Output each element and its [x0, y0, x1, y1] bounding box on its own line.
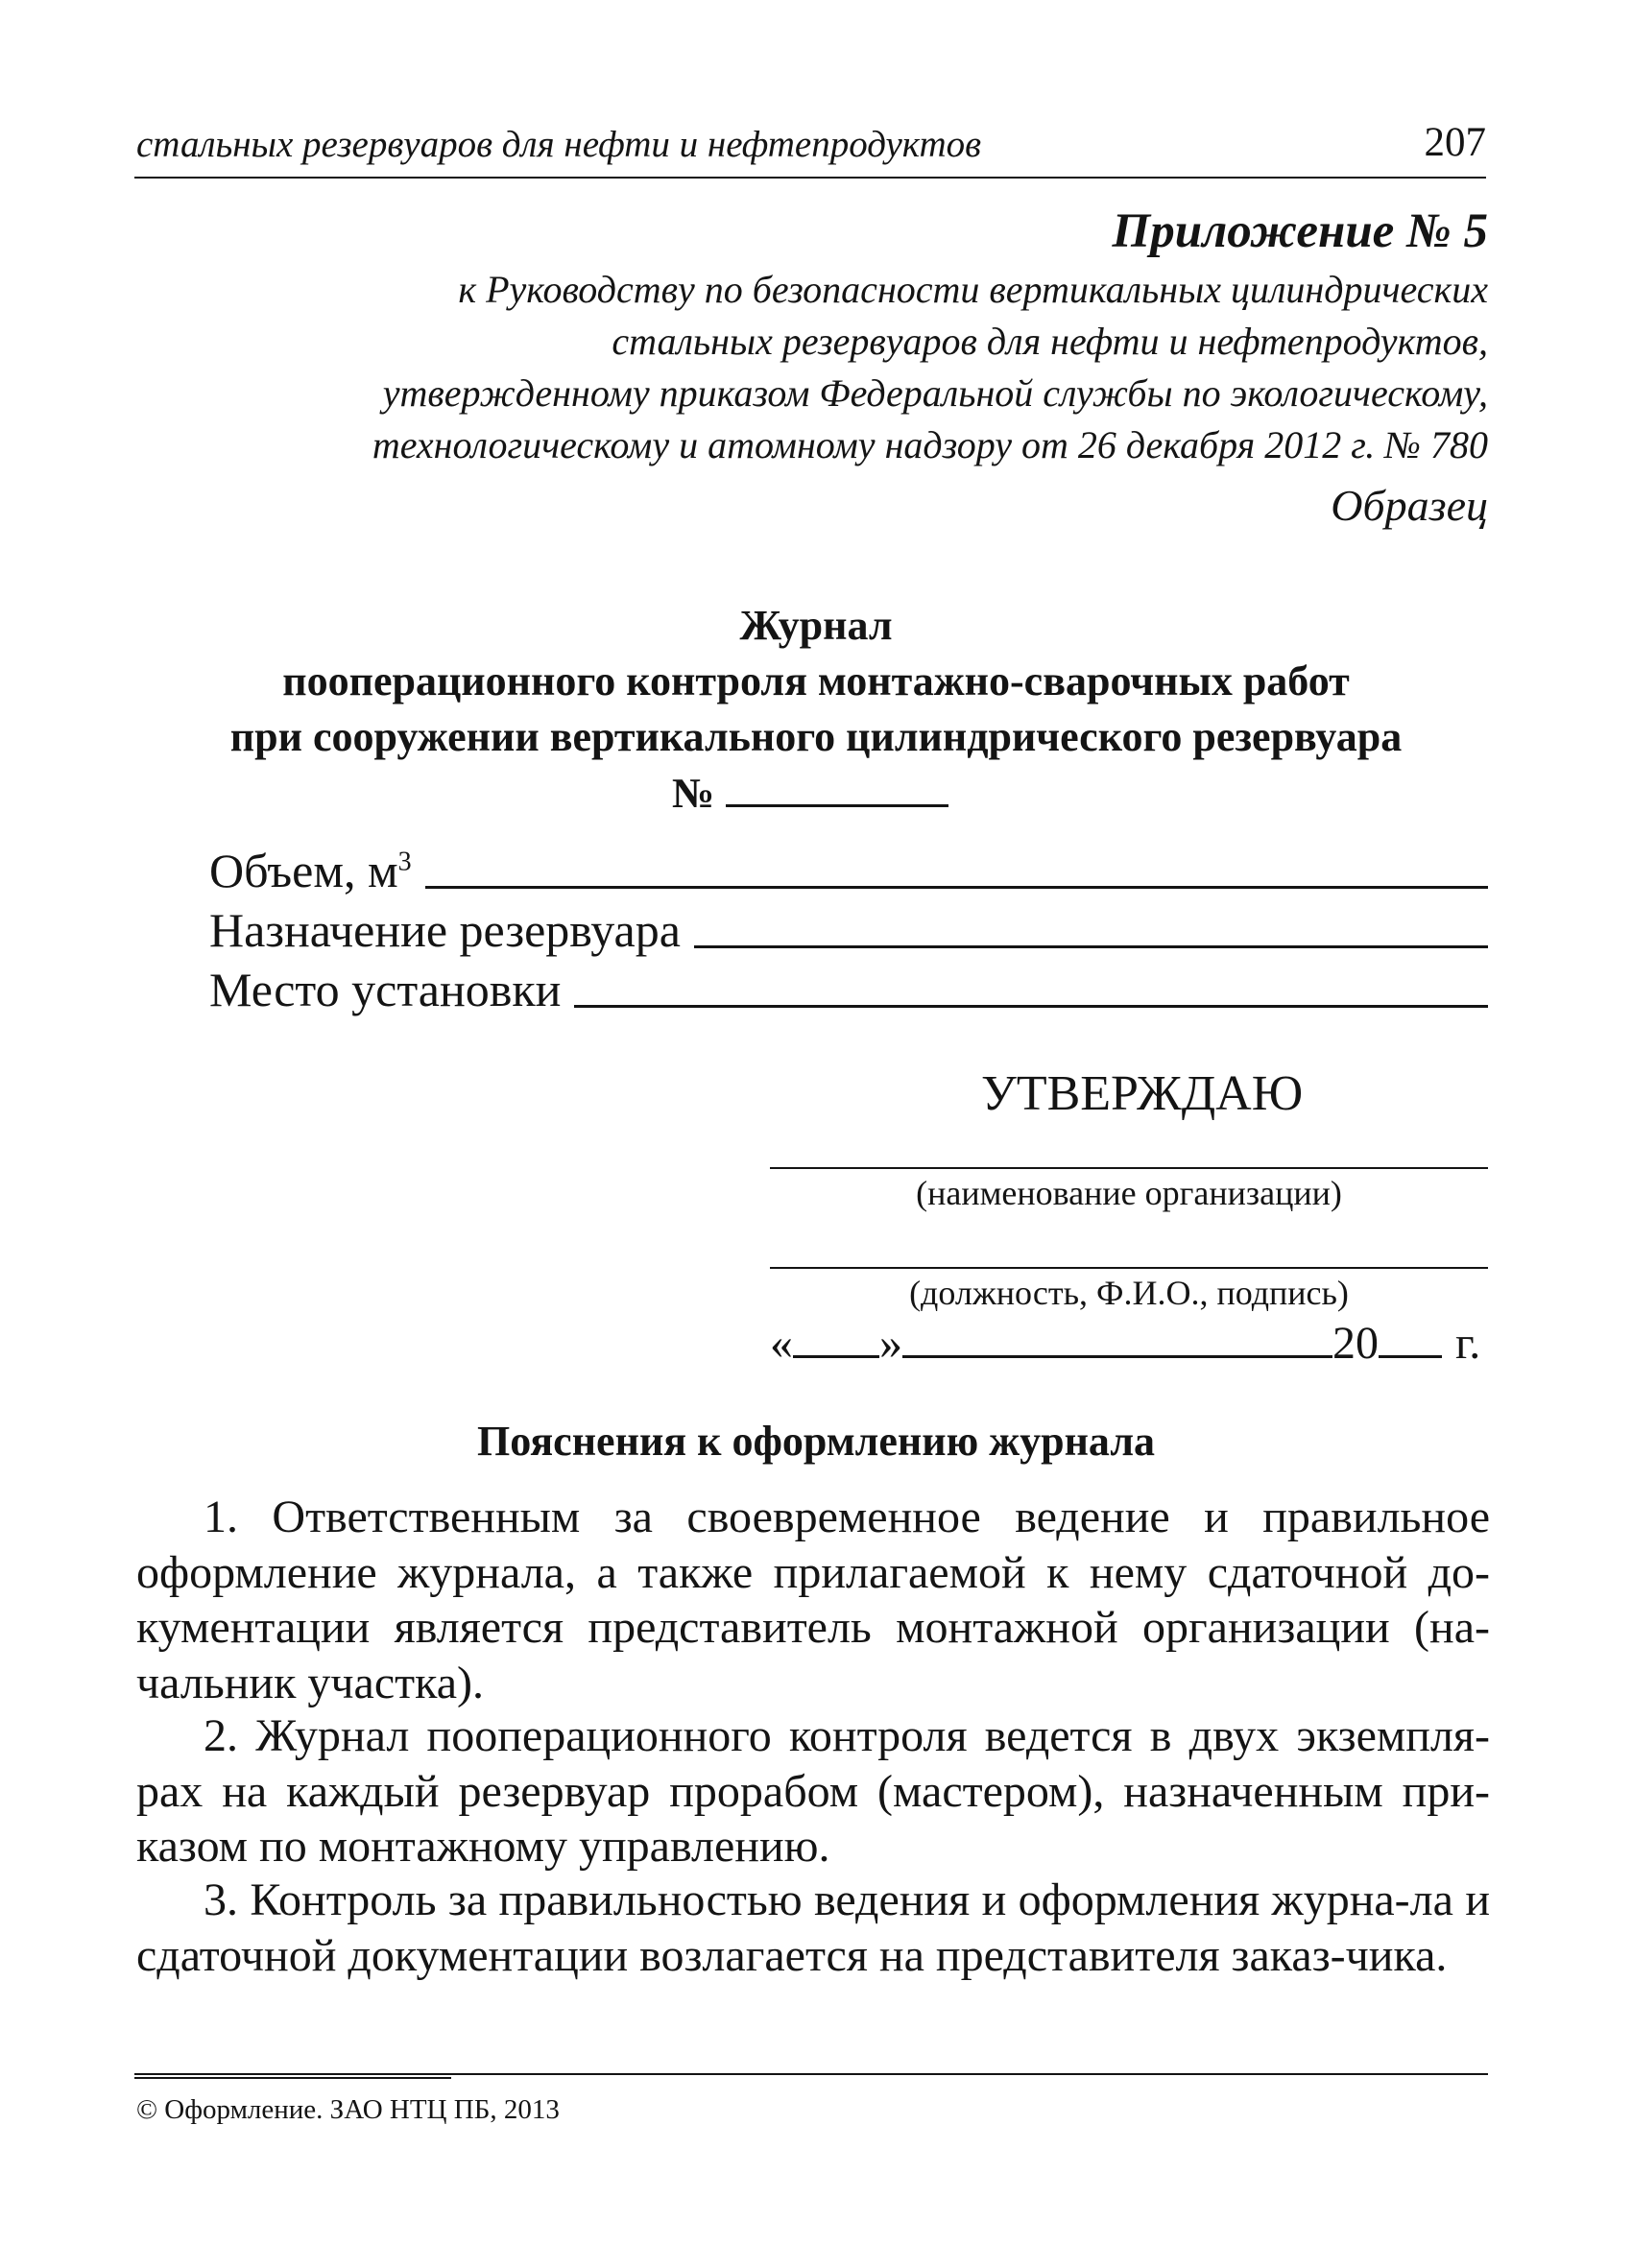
organization-caption: (наименование организации): [916, 1174, 1342, 1212]
volume-blank-line: [425, 886, 1488, 889]
journal-subtitle-line-1: пооперационного контроля монтажно-сварочных работ: [282, 657, 1350, 704]
appendix-title: Приложение № 5: [1112, 204, 1488, 258]
footer-rule: [134, 2073, 1488, 2075]
volume-field: [209, 843, 1488, 898]
date-year-blank: [1379, 1354, 1442, 1358]
explanation-item-1: 1. Ответственным за своевременное ведение и правильное оформление журнала, а также прилагаемой к нему сдаточной до-кументации является представитель монтажной организации (на-чальник участка).: [136, 1492, 1490, 1708]
volume-label: Объем, $м^3$: [209, 844, 412, 897]
explanation-item-3: 3. Контроль за правильностью ведения и оформления журна-ла и сдаточной документации возлагается на представителя заказ-чика.: [136, 1874, 1490, 1981]
approval-heading: УТВЕРЖДАЮ: [981, 1066, 1304, 1121]
journal-number-label: №: [672, 770, 715, 817]
footer-copyright: © Оформление. ЗАО НТЦ ПБ, 2013: [136, 2094, 560, 2125]
purpose-blank-line: [694, 945, 1488, 948]
appendix-line-1: к Руководству по безопасности вертикальных цилиндрических: [458, 268, 1488, 311]
appendix-line-2: стальных резервуаров для нефти и нефтепродуктов,: [612, 320, 1488, 363]
volume-unit-superscript: 3: [397, 847, 412, 877]
date-month-blank: [902, 1354, 1332, 1358]
journal-number-row: [672, 768, 948, 818]
location-label: Место установки: [209, 963, 562, 1016]
journal-title: Журнал: [739, 602, 893, 649]
date-day-blank: [793, 1354, 879, 1358]
journal-number-blank: [726, 768, 948, 807]
running-header-title: стальных резервуаров для нефти и нефтепродуктов: [136, 124, 982, 165]
date-open-quote: «: [770, 1318, 793, 1369]
person-caption: (должность, Ф.И.О., подпись): [909, 1274, 1349, 1312]
page-number: 207: [1424, 120, 1486, 165]
purpose-field: [209, 902, 1488, 958]
location-blank-line: [574, 1005, 1488, 1008]
journal-subtitle-line-2: при сооружении вертикального цилиндрического резервуара: [229, 713, 1403, 760]
explanation-item-2: 2. Журнал пооперационного контроля ведется в двух экземпля-рах на каждый резервуар прорабом (мастером), назначенным при-казом по монтажному управлению.: [136, 1710, 1490, 1872]
footer-rule-short: [134, 2077, 451, 2079]
person-signature-line: [770, 1267, 1488, 1269]
purpose-label: Назначение резервуара: [209, 903, 681, 957]
header-rule: [134, 177, 1486, 179]
organization-signature-line: [770, 1167, 1488, 1169]
location-field: [209, 962, 1488, 1017]
sample-label: Образец: [1331, 481, 1488, 530]
appendix-line-4: технологическому и атомному надзору от 26 декабря 2012 г. № 780: [372, 423, 1488, 466]
appendix-line-3: утвержденному приказом Федеральной службы по экологическому,: [382, 371, 1488, 415]
approval-date-row: [770, 1317, 1480, 1370]
date-year-prefix: 20: [1332, 1318, 1379, 1369]
date-close-quote: »: [879, 1318, 902, 1369]
date-year-suffix: г.: [1455, 1318, 1481, 1369]
explanations-title: Пояснения к оформлению журнала: [476, 1418, 1156, 1465]
